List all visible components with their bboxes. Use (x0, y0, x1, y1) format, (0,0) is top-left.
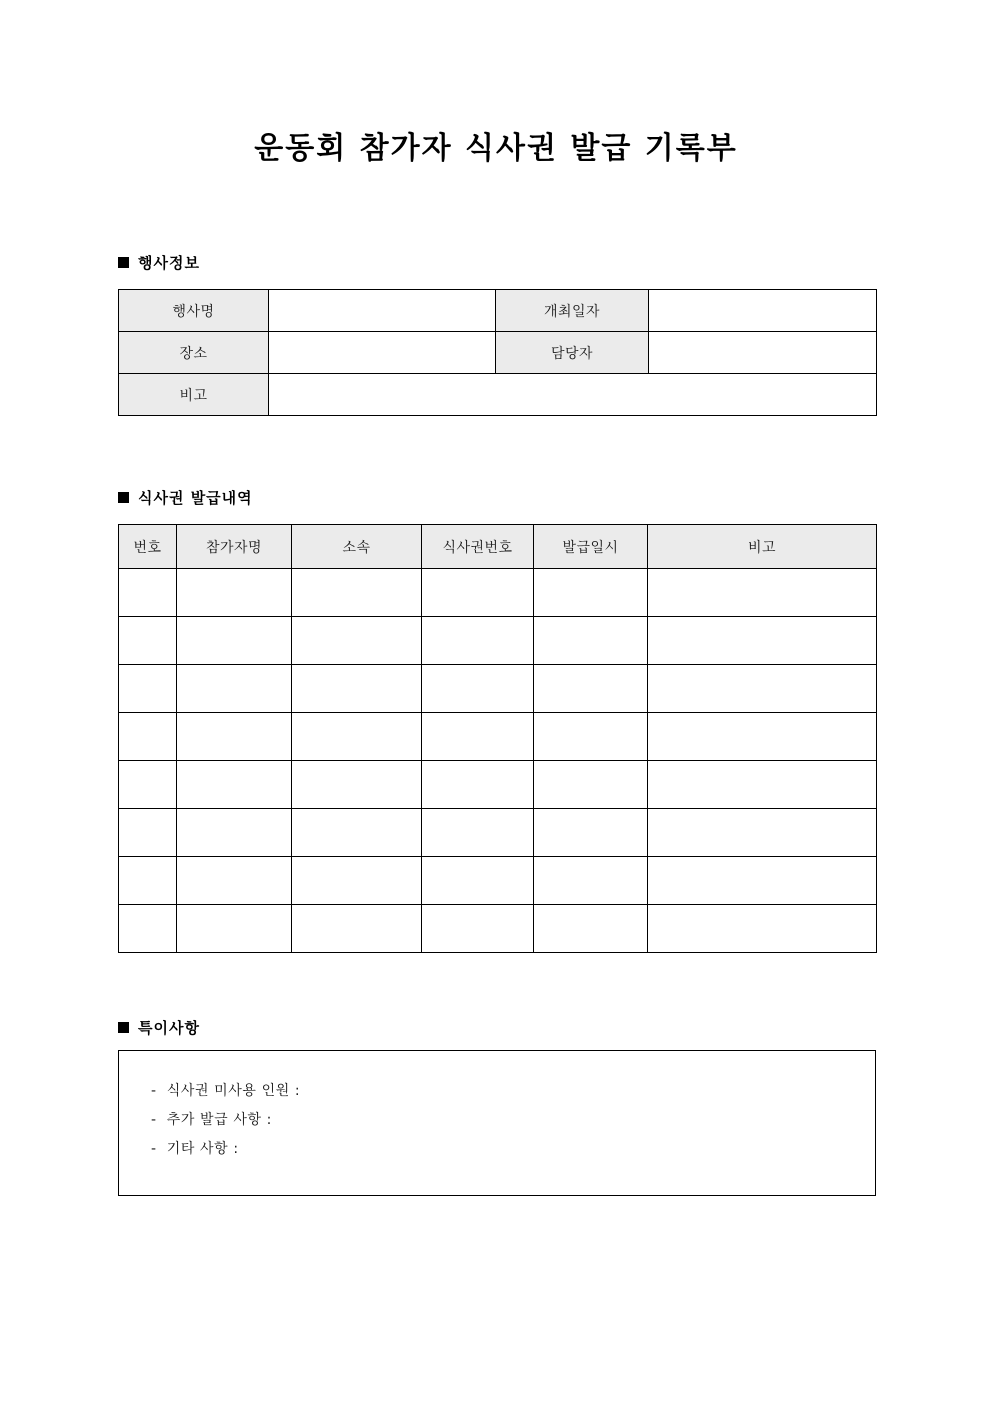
table-row (119, 761, 877, 809)
cell-ticket-no[interactable] (422, 665, 534, 713)
cell-ticket-no[interactable] (422, 761, 534, 809)
cell-no[interactable] (119, 905, 177, 953)
notes-line-additional-issue: - 추가 발급 사항 : (151, 1112, 272, 1128)
cell-affiliation[interactable] (292, 569, 422, 617)
cell-remark[interactable] (648, 569, 877, 617)
cell-no[interactable] (119, 761, 177, 809)
cell-ticket-no[interactable] (422, 617, 534, 665)
cell-remark[interactable] (648, 809, 877, 857)
column-header-affiliation: 소속 (292, 525, 422, 569)
cell-ticket-no[interactable] (422, 713, 534, 761)
cell-remark[interactable] (648, 713, 877, 761)
section-heading-label: 특이사항 (138, 1019, 200, 1037)
cell-issue-datetime[interactable] (534, 761, 648, 809)
notes-line-unused-count: - 식사권 미사용 인원 : (151, 1083, 301, 1099)
cell-remark[interactable] (648, 761, 877, 809)
cell-affiliation[interactable] (292, 713, 422, 761)
cell-name[interactable] (177, 905, 292, 953)
column-header-issue-datetime: 발급일시 (534, 525, 648, 569)
cell-issue-datetime[interactable] (534, 809, 648, 857)
cell-affiliation[interactable] (292, 761, 422, 809)
event-remark-label: 비고 (119, 374, 269, 416)
event-name-value[interactable] (269, 290, 496, 332)
event-date-value[interactable] (649, 290, 877, 332)
event-name-label: 행사명 (119, 290, 269, 332)
event-place-value[interactable] (269, 332, 496, 374)
section-heading-label: 식사권 발급내역 (138, 489, 253, 507)
notes-line-other: - 기타 사항 : (151, 1141, 239, 1157)
event-manager-value[interactable] (649, 332, 877, 374)
table-header-row (119, 525, 877, 569)
cell-no[interactable] (119, 665, 177, 713)
table-row (119, 857, 877, 905)
cell-affiliation[interactable] (292, 665, 422, 713)
cell-ticket-no[interactable] (422, 569, 534, 617)
cell-name[interactable] (177, 665, 292, 713)
table-row (119, 617, 877, 665)
cell-issue-datetime[interactable] (534, 617, 648, 665)
table-row (119, 809, 877, 857)
event-remark-value[interactable] (269, 374, 877, 416)
section-heading-issue-list (118, 487, 253, 508)
column-header-no: 번호 (119, 525, 177, 569)
cell-remark[interactable] (648, 905, 877, 953)
section-heading-label: 행사정보 (138, 254, 200, 272)
cell-issue-datetime[interactable] (534, 857, 648, 905)
cell-issue-datetime[interactable] (534, 665, 648, 713)
event-manager-label: 담당자 (496, 332, 649, 374)
table-row (119, 569, 877, 617)
table-row (119, 665, 877, 713)
cell-name[interactable] (177, 617, 292, 665)
event-place-label: 장소 (119, 332, 269, 374)
cell-affiliation[interactable] (292, 905, 422, 953)
notes-box[interactable] (118, 1050, 876, 1196)
cell-affiliation[interactable] (292, 617, 422, 665)
cell-affiliation[interactable] (292, 809, 422, 857)
cell-name[interactable] (177, 857, 292, 905)
column-header-ticket-no: 식사권번호 (422, 525, 534, 569)
event-date-label: 개최일자 (496, 290, 649, 332)
cell-name[interactable] (177, 713, 292, 761)
filled-square-icon (118, 1022, 129, 1033)
cell-no[interactable] (119, 713, 177, 761)
cell-no[interactable] (119, 809, 177, 857)
cell-remark[interactable] (648, 617, 877, 665)
cell-no[interactable] (119, 617, 177, 665)
cell-issue-datetime[interactable] (534, 713, 648, 761)
table-row (119, 332, 877, 374)
cell-issue-datetime[interactable] (534, 905, 648, 953)
filled-square-icon (118, 492, 129, 503)
section-heading-event-info (118, 252, 200, 273)
cell-remark[interactable] (648, 857, 877, 905)
section-heading-notes (118, 1017, 200, 1038)
cell-name[interactable] (177, 569, 292, 617)
cell-name[interactable] (177, 761, 292, 809)
cell-name[interactable] (177, 809, 292, 857)
cell-no[interactable] (119, 857, 177, 905)
cell-no[interactable] (119, 569, 177, 617)
table-row (119, 713, 877, 761)
cell-remark[interactable] (648, 665, 877, 713)
cell-ticket-no[interactable] (422, 857, 534, 905)
cell-ticket-no[interactable] (422, 905, 534, 953)
meal-ticket-issue-table (118, 524, 877, 953)
cell-ticket-no[interactable] (422, 809, 534, 857)
table-row (119, 374, 877, 416)
cell-affiliation[interactable] (292, 857, 422, 905)
filled-square-icon (118, 257, 129, 268)
page-title: 운동회 참가자 식사권 발급 기록부 (254, 131, 738, 166)
column-header-name: 참가자명 (177, 525, 292, 569)
table-row (119, 290, 877, 332)
event-info-table (118, 289, 877, 416)
cell-issue-datetime[interactable] (534, 569, 648, 617)
table-row (119, 905, 877, 953)
column-header-remark: 비고 (648, 525, 877, 569)
